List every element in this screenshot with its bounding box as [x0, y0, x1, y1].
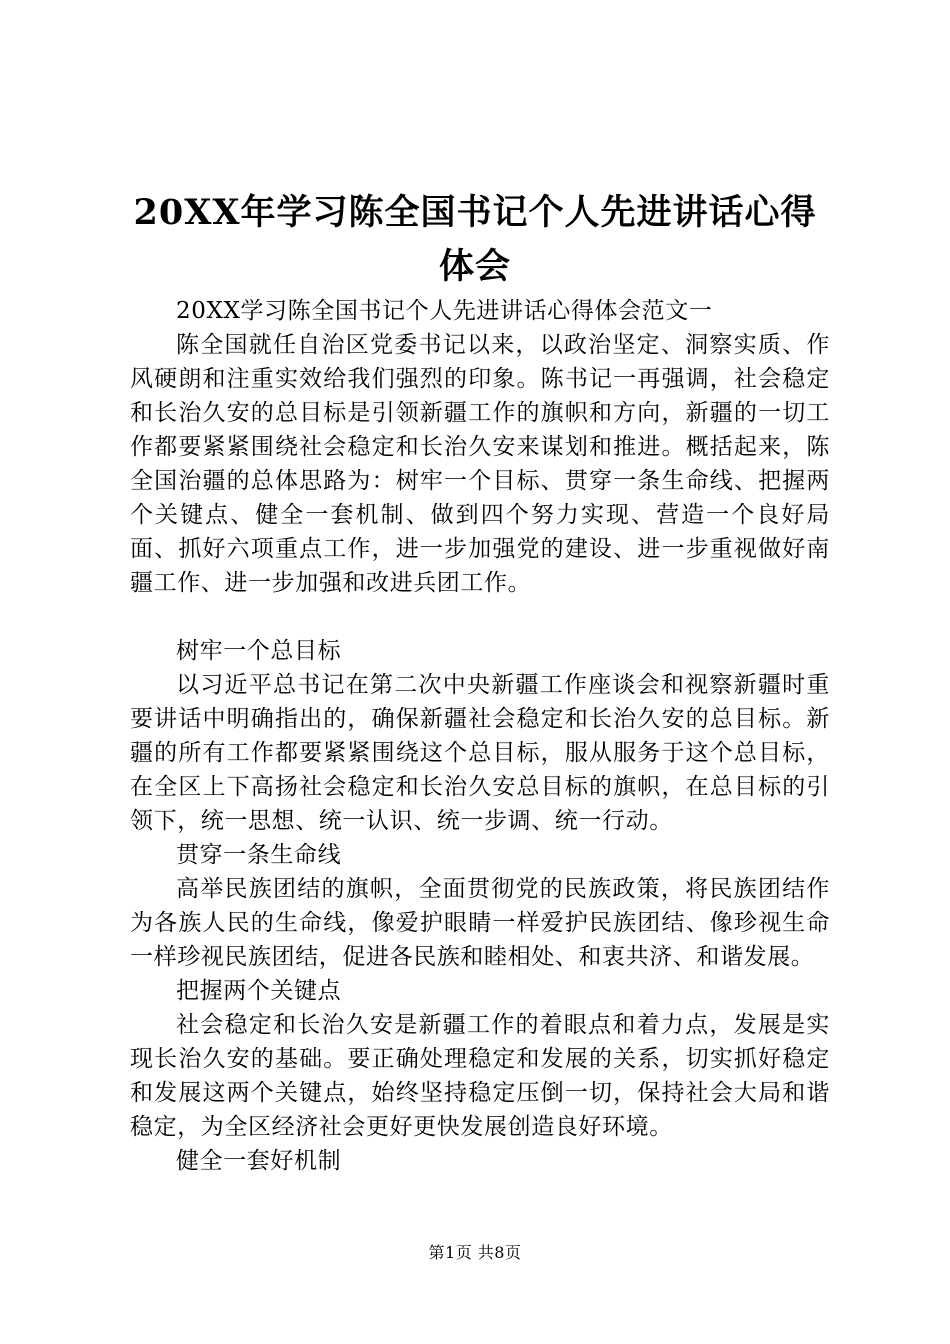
paragraph-goal: 以习近平总书记在第二次中央新疆工作座谈会和视察新疆时重要讲话中明确指出的，确保新疆社会稳定和长治久安的总目标。新疆的所有工作都要紧紧围绕这个总目标，服从服务于这个总目标，在全区上下高扬社会稳定和长治久安总目标的旗帜，在总目标的引领下，统一思想、统一认识、统一步调、统一行动。: [130, 672, 830, 834]
section-heading-keypoints: 把握两个关键点: [176, 978, 342, 1004]
paragraph-keypoints: 社会稳定和长治久安是新疆工作的着眼点和着力点，发展是实现长治久安的基础。要正确处理稳定和发展的关系，切实抓好稳定和发展这两个关键点，始终坚持稳定压倒一切，保持社会大局和谐稳定，为全区经济社会更好更快发展创造良好环境。: [130, 1012, 830, 1140]
paragraph-lifeline: 高举民族团结的旗帜，全面贯彻党的民族政策，将民族团结作为各族人民的生命线，像爱护眼睛一样爱护民族团结、像珍视生命一样珍视民族团结，促进各民族和睦相处、和衷共济、和谐发展。: [130, 876, 830, 970]
document-body: [130, 294, 830, 1178]
page-number-footer: 第1页 共8页: [428, 1243, 522, 1262]
document-title: 20XX年学习陈全国书记个人先进讲话心得体会: [133, 192, 817, 287]
section-heading-lifeline: 贯穿一条生命线: [176, 842, 342, 868]
paragraph-intro: 陈全国就任自治区党委书记以来，以政治坚定、洞察实质、作风硬朗和注重实效给我们强烈的印象。陈书记一再强调，社会稳定和长治久安的总目标是引领新疆工作的旗帜和方向，新疆的一切工作都要紧紧围绕社会稳定和长治久安来谋划和推进。概括起来，陈全国治疆的总体思路为：树牢一个目标、贯穿一条生命线、把握两个关键点、健全一套机制、做到四个努力实现、营造一个良好局面、抓好六项重点工作，进一步加强党的建设、进一步重视做好南疆工作、进一步加强和改进兵团工作。: [130, 332, 830, 596]
document-subtitle: 20XX学习陈全国书记个人先进讲话心得体会范文一: [176, 298, 713, 324]
section-heading-mechanism: 健全一套好机制: [176, 1148, 342, 1174]
section-heading-goal: 树牢一个总目标: [176, 638, 342, 664]
